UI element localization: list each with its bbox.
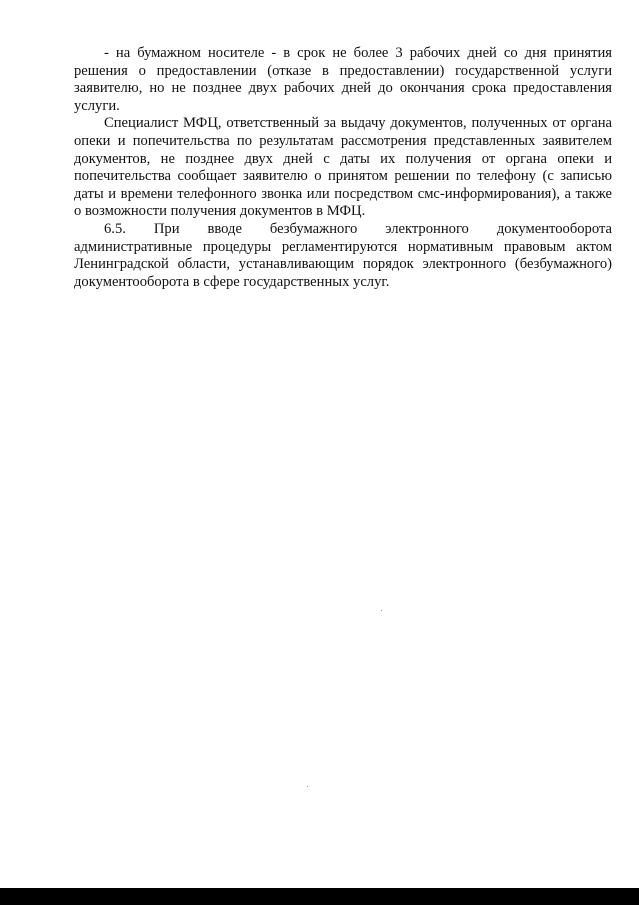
paragraph-section-6-5: 6.5. При вводе безбумажного электронного документооборота административные процедуры регламентируются нормативным правовым актом Ленинградской области, устанавливающим порядок электронного (безбумажного) документооборота в сфере государственных услуг. bbox=[74, 220, 612, 290]
paragraph-mfc-specialist: Специалист МФЦ, ответственный за выдачу документов, полученных от органа опеки и попечительства по результатам рассмотрения представленных заявителем документов, не позднее двух дней с даты их получения от органа опеки и попечительства сообщает заявителю о принятом решении по телефону (с записью даты и времени телефонного звонка или посредством смс-информирования), а также о возможности получения документов в МФЦ. bbox=[74, 115, 612, 220]
paragraph-paper-medium: - на бумажном носителе - в срок не более 3 рабочих дней со дня принятия решения о предоставлении (отказе в предоставлении) государственной услуги заявителю, но не позднее двух рабочих дней до окончания срока предоставления услуги. bbox=[74, 45, 612, 114]
scan-edge-bar bbox=[0, 888, 639, 905]
scan-speck bbox=[381, 610, 382, 611]
scan-speck bbox=[307, 786, 308, 787]
document-body bbox=[74, 45, 612, 291]
